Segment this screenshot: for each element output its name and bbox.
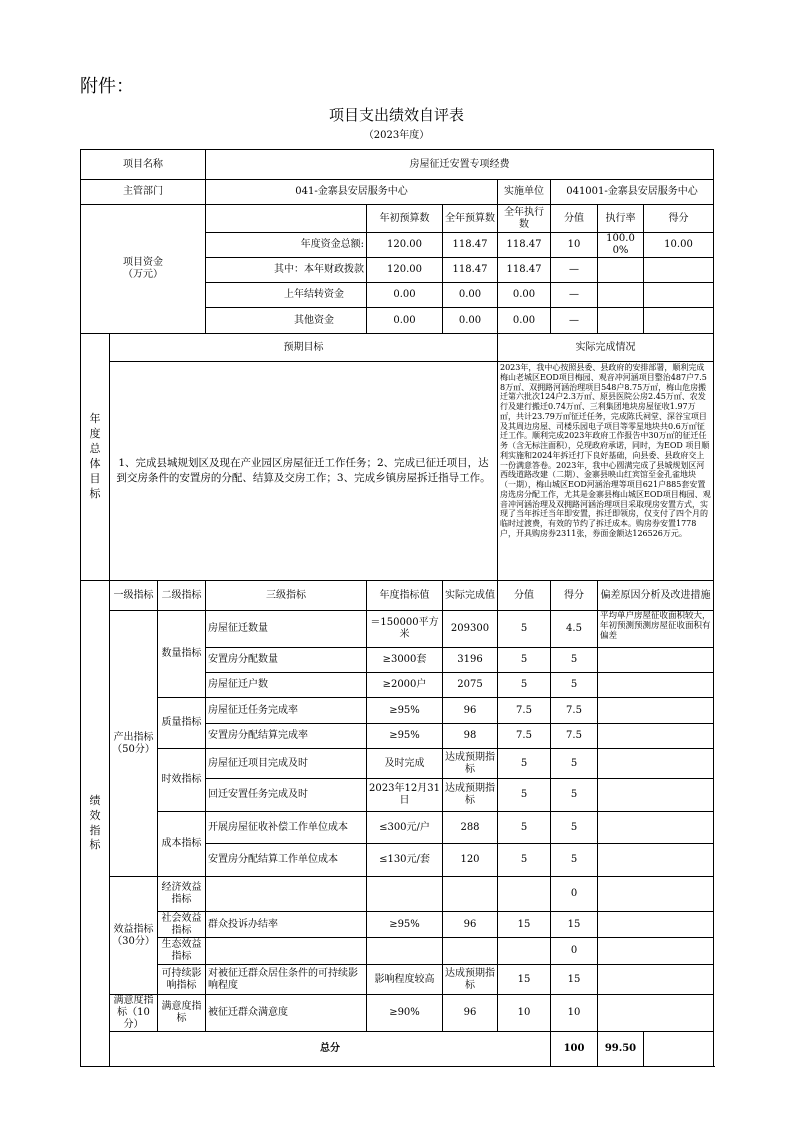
funds-header-row: [81, 205, 714, 233]
indicator-target: 2023年12月31日: [367, 779, 443, 812]
indicator-remark: [598, 724, 714, 749]
total-score: 99.50: [598, 1032, 644, 1067]
evaluation-table: [80, 149, 714, 1067]
indicator-score-value: 5: [498, 611, 551, 648]
annual-goal-label: 年 度 总 体 目 标: [81, 334, 110, 581]
indicator-name: 回迁安置任务完成及时: [206, 779, 367, 812]
total-label: 总分: [110, 1032, 551, 1067]
goal-header-row: [81, 334, 714, 362]
attachment-label: 附件：: [80, 76, 134, 97]
indicator-remark: [598, 611, 714, 648]
indicator-remark: [598, 812, 714, 844]
project-name-label: 项目名称: [81, 150, 206, 180]
indicator-score: 5: [551, 749, 598, 779]
satisfaction-group-label: 满意度指标: [158, 995, 206, 1032]
indicator-score-value: 15: [498, 965, 551, 995]
funds-full-year: 0.00: [443, 283, 498, 308]
actual-completion-header: 实际完成情况: [498, 334, 714, 362]
indicator-target: ≤300元/户: [367, 812, 443, 844]
funds-initial: 0.00: [367, 308, 443, 334]
indicator-actual: 96: [443, 995, 498, 1032]
indicator-score: 15: [551, 965, 598, 995]
indicator-score-value: 5: [498, 648, 551, 673]
indicator-actual: 120: [443, 844, 498, 877]
indicator-score-value: [498, 938, 551, 965]
project-name-value: 房屋征迁安置专项经费: [206, 150, 714, 180]
quantity-indicator-label: 数量指标: [158, 611, 206, 698]
funds-initial: 0.00: [367, 283, 443, 308]
indicator-row: [81, 938, 714, 965]
economic-indicator-label: 经济效益指标: [158, 877, 206, 912]
indicator-header-row: [81, 581, 714, 611]
indicator-score: 7.5: [551, 698, 598, 724]
funds-header-blank: [206, 205, 367, 233]
indicator-score-value: 5: [498, 812, 551, 844]
full-year-budget-header: 全年预算数: [443, 205, 498, 233]
indicator-actual: 达成预期指标: [443, 779, 498, 812]
funds-exec-rate: [598, 308, 644, 334]
funds-executed: 118.47: [498, 258, 551, 283]
indicator-name: 安置房分配结算完成率: [206, 724, 367, 749]
indicator-name: 房屋征迁任务完成率: [206, 698, 367, 724]
funds-score-header: 得分: [644, 205, 714, 233]
funds-row-name: 其他资金: [206, 308, 367, 334]
indicator-row: [81, 995, 714, 1032]
funds-executed: 0.00: [498, 308, 551, 334]
indicator-name: 开展房屋征收补偿工作单位成本: [206, 812, 367, 844]
funds-row-name: 上年结转资金: [206, 283, 367, 308]
total-row: [81, 1032, 714, 1067]
funds-full-year: 118.47: [443, 233, 498, 258]
level2-header: 二级指标: [158, 581, 206, 611]
indicator-row: [81, 965, 714, 995]
indicator-score-value: 5: [498, 673, 551, 698]
indicator-row: [81, 912, 714, 938]
expected-goal-text: 1、完成县城规划区及现在产业园区房屋征迁工作任务；2、完成已征迁项目，达到交房条件的安置房的分配、结算及交房工作；3、完成乡镇房屋拆迁指导工作。: [110, 362, 498, 581]
indicator-row: [81, 698, 714, 724]
satisfaction-indicator-label: 满意度指标（10分）: [110, 995, 158, 1032]
funds-score: [644, 258, 714, 283]
total-remark: [644, 1032, 714, 1067]
exec-rate-header: 执行率: [598, 205, 644, 233]
indicator-target: ≥95%: [367, 724, 443, 749]
implementing-unit-value: 041001-金寨县安居服务中心: [551, 180, 714, 205]
indicator-row: [81, 611, 714, 648]
indicator-name: [206, 938, 367, 965]
funds-row-name: 其中：本年财政拨款: [206, 258, 367, 283]
sustainable-indicator-label: 可持续影响指标: [158, 965, 206, 995]
indicator-score-value: 5: [498, 749, 551, 779]
indicator-row: [81, 749, 714, 779]
timeliness-indicator-label: 时效指标: [158, 749, 206, 812]
indicator-target: 及时完成: [367, 749, 443, 779]
indicator-target: ≤130元/套: [367, 844, 443, 877]
project-name-row: [81, 150, 714, 180]
funds-score-value: 10: [551, 233, 598, 258]
expected-goal-header: 预期目标: [110, 334, 498, 362]
indicator-score-value: 7.5: [498, 724, 551, 749]
score-header: 得分: [551, 581, 598, 611]
indicator-actual: 96: [443, 698, 498, 724]
level3-header: 三级指标: [206, 581, 367, 611]
goal-content-row: [81, 362, 714, 581]
department-row: [81, 180, 714, 205]
page-title: 项目支出绩效自评表: [328, 106, 464, 124]
funds-score-value: —: [551, 258, 598, 283]
indicator-score-value: [498, 877, 551, 912]
indicator-actual: [443, 938, 498, 965]
indicator-score: 10: [551, 995, 598, 1032]
level1-header: 一级指标: [110, 581, 158, 611]
target-header: 年度指标值: [367, 581, 443, 611]
indicator-name: 房屋征迁项目完成及时: [206, 749, 367, 779]
executed-header: 全年执行数: [498, 205, 551, 233]
page-subtitle: （2023年度）: [363, 130, 430, 141]
indicator-actual: [443, 877, 498, 912]
department-value: 041-金寨县安居服务中心: [206, 180, 498, 205]
indicator-score-value: 5: [498, 779, 551, 812]
funds-score: 10.00: [644, 233, 714, 258]
indicator-remark-text: 平均单户房屋征收面积较大，年初预测预测房屋征收面积有偏差: [600, 611, 711, 642]
indicator-actual: 达成预期指标: [443, 965, 498, 995]
funds-executed: 0.00: [498, 283, 551, 308]
indicator-actual: 288: [443, 812, 498, 844]
ecological-indicator-label: 生态效益指标: [158, 938, 206, 965]
indicator-remark: [598, 779, 714, 812]
department-label: 主管部门: [81, 180, 206, 205]
indicator-remark: [598, 698, 714, 724]
indicator-target: ＝150000平方米: [367, 611, 443, 648]
indicator-section-label: 绩 效 指 标: [81, 581, 110, 1067]
indicator-remark: [598, 877, 714, 912]
indicator-score-value: 15: [498, 912, 551, 938]
indicator-name: 安置房分配结算工作单位成本: [206, 844, 367, 877]
indicator-target: [367, 938, 443, 965]
funds-exec-rate: [598, 283, 644, 308]
indicator-actual: 209300: [443, 611, 498, 648]
indicator-actual: 3196: [443, 648, 498, 673]
funds-score-value: —: [551, 308, 598, 334]
funds-label: 项目资金 （万元）: [81, 205, 206, 334]
funds-initial: 120.00: [367, 233, 443, 258]
indicator-score-value: 10: [498, 995, 551, 1032]
indicator-target: ≥95%: [367, 698, 443, 724]
actual-completion-text: 2023年，我中心按照县委、县政府的安排部署，顺利完成梅山老城区EOD项目梅园、观音冲河涵项目整治487户7.58万㎡、双拥路河涵治理项目548户8.75万㎡，梅山危房搬迁第六批次124户2.3万㎡、原县医院公房2.45万㎡、农发行及建行搬迁0.74万㎡、三利集团地块房屋征收1.97万㎡，共计23.79万㎡征迁任务，完成陈氏祠堂、深谷宝项目及其周边房屋、司楼乐园电子项目等零星地块共0.6万㎡征迁工作。顺利完成2023年政府工作报告中30万㎡的征迁任务（含无标注面积），兑现政府承诺，同时，为EOD 项目顺利实施和2024年拆迁打下良好基础，向县委、县政府交上一份满意答卷。2023年，我中心圆满完成了县城规划区河西线道路改建（二期）、金寨县映山红宾馆至金孔雀地块（一期），梅山城区EOD河涵治理等项目621户885套安置房选房分配工作，尤其是金寨县梅山城区EOD项目梅园、观音冲河涵治理及双拥路河涵治理项目采取现房安置方式，实现了当年拆迁当年即安置，拆迁即领房，仅支付了四个月的临时过渡费，有效的节约了拆迁成本。购房券安置1778户，开具购房券2311张，券面金额达126526万元。: [498, 362, 714, 581]
indicator-actual: 2075: [443, 673, 498, 698]
indicator-score: 5: [551, 812, 598, 844]
indicator-remark: [598, 844, 714, 877]
indicator-target: 影响程度较高: [367, 965, 443, 995]
indicator-actual: 达成预期指标: [443, 749, 498, 779]
initial-budget-header: 年初预算数: [367, 205, 443, 233]
indicator-name: [206, 877, 367, 912]
indicator-remark: [598, 912, 714, 938]
total-score-value: 100: [551, 1032, 598, 1067]
indicator-target: [367, 877, 443, 912]
funds-exec-rate: [598, 258, 644, 283]
cost-indicator-label: 成本指标: [158, 812, 206, 877]
quality-indicator-label: 质量指标: [158, 698, 206, 749]
indicator-score: 4.5: [551, 611, 598, 648]
funds-score-value: —: [551, 283, 598, 308]
funds-initial: 120.00: [367, 258, 443, 283]
indicator-target: ≥90%: [367, 995, 443, 1032]
benefit-indicator-label: 效益指标 （30分）: [110, 877, 158, 995]
funds-score: [644, 283, 714, 308]
indicator-target: ≥95%: [367, 912, 443, 938]
indicator-score: 0: [551, 938, 598, 965]
indicator-actual: 98: [443, 724, 498, 749]
funds-exec-rate: 100.00%: [598, 233, 644, 258]
indicator-row: [81, 812, 714, 844]
funds-score: [644, 308, 714, 334]
indicator-remark: [598, 965, 714, 995]
indicator-remark: [598, 749, 714, 779]
funds-score-value-header: 分值: [551, 205, 598, 233]
indicator-actual: 96: [443, 912, 498, 938]
actual-header: 实际完成值: [443, 581, 498, 611]
indicator-score: 15: [551, 912, 598, 938]
funds-row-name: 年度资金总额:: [206, 233, 367, 258]
indicator-score: 5: [551, 844, 598, 877]
indicator-remark: [598, 648, 714, 673]
indicator-name: 安置房分配数量: [206, 648, 367, 673]
indicator-target: ≥3000套: [367, 648, 443, 673]
indicator-target: ≥2000户: [367, 673, 443, 698]
indicator-name: 被征迁群众满意度: [206, 995, 367, 1032]
indicator-remark: [598, 673, 714, 698]
implementing-unit-label: 实施单位: [498, 180, 551, 205]
indicator-score-value: 7.5: [498, 698, 551, 724]
output-indicator-label: 产出指标 （50分）: [110, 611, 158, 877]
remark-header: 偏差原因分析及改进措施: [598, 581, 714, 611]
indicator-score: 5: [551, 648, 598, 673]
indicator-name: 房屋征迁数量: [206, 611, 367, 648]
indicator-score: 7.5: [551, 724, 598, 749]
social-indicator-label: 社会效益指标: [158, 912, 206, 938]
indicator-name: 群众投诉办结率: [206, 912, 367, 938]
indicator-score-value: 5: [498, 844, 551, 877]
funds-full-year: 0.00: [443, 308, 498, 334]
funds-executed: 118.47: [498, 233, 551, 258]
score-value-header: 分值: [498, 581, 551, 611]
indicator-remark: [598, 938, 714, 965]
indicator-remark: [598, 995, 714, 1032]
indicator-name: 房屋征迁户数: [206, 673, 367, 698]
indicator-score: 5: [551, 779, 598, 812]
indicator-name: 对被征迁群众居住条件的可持续影响程度: [206, 965, 367, 995]
indicator-score: 0: [551, 877, 598, 912]
indicator-score: 5: [551, 673, 598, 698]
indicator-row: [81, 877, 714, 912]
funds-full-year: 118.47: [443, 258, 498, 283]
